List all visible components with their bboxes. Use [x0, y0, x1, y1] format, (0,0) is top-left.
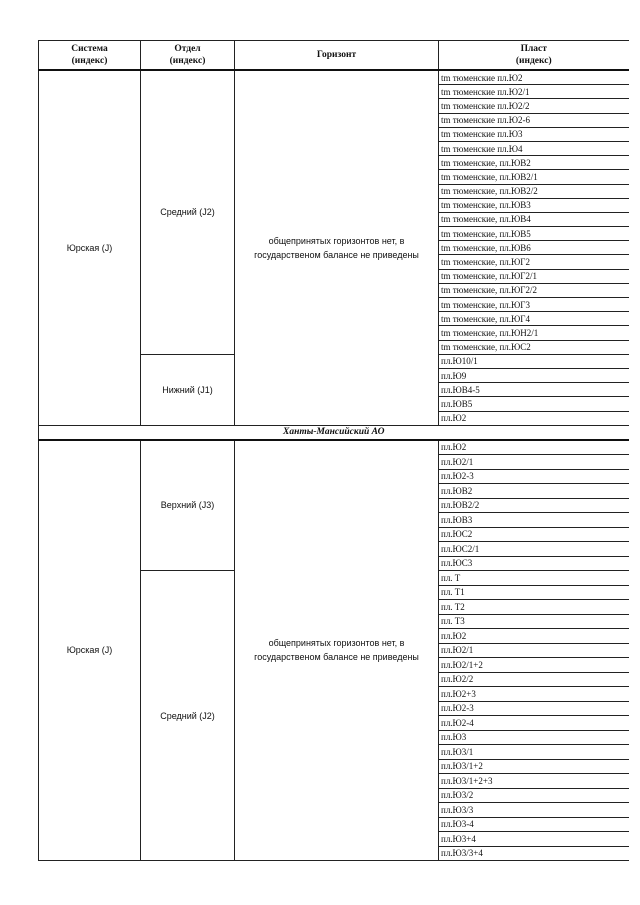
- layer-cell: пл.Ю3/3: [439, 803, 629, 818]
- layer-cell: пл.Ю3/1+2+3: [439, 774, 629, 789]
- layer-cell: пл.Ю3/1+2: [439, 759, 629, 774]
- block-2: [39, 440, 629, 861]
- layer-cell: пл.Ю2: [439, 440, 629, 455]
- layer-cell: tm тюменские, пл.ЮВ2/1: [439, 170, 629, 184]
- layer-cell: пл.Ю9: [439, 368, 629, 382]
- layer-cell: tm тюменские, пл.ЮГ2/2: [439, 283, 629, 297]
- layer-cell: tm тюменские, пл.ЮВ2: [439, 156, 629, 170]
- layer-cell: tm тюменские, пл.ЮС2: [439, 340, 629, 354]
- layer-cell: пл.ЮВ4-5: [439, 383, 629, 397]
- layer-cell: пл.ЮВ3: [439, 513, 629, 528]
- block-1: [39, 70, 629, 425]
- layer-cell: пл. Т: [439, 571, 629, 586]
- layer-cell: пл.Ю2/1: [439, 455, 629, 470]
- horizon-cell: общепринятых горизонтов нет, в государственом балансе не приведены: [235, 440, 439, 861]
- department-cell: Средний (J2): [141, 70, 235, 354]
- layer-cell: пл.ЮВ5: [439, 397, 629, 411]
- system-cell: Юрская (J): [39, 440, 141, 861]
- layer-cell: пл.Ю3: [439, 730, 629, 745]
- layer-cell: tm тюменские, пл.ЮГ2: [439, 255, 629, 269]
- layer-cell: tm тюменские пл.Ю2/1: [439, 85, 629, 99]
- layer-cell: tm тюменские, пл.ЮГ2/1: [439, 269, 629, 283]
- layer-cell: пл.Ю2/1+2: [439, 658, 629, 673]
- table-header-row: [39, 41, 629, 71]
- layer-cell: пл.Ю3+4: [439, 832, 629, 847]
- layer-cell: пл.Ю2: [439, 411, 629, 425]
- layer-cell: пл. Т2: [439, 600, 629, 615]
- layer-cell: пл.Ю3/1: [439, 745, 629, 760]
- department-cell: Нижний (J1): [141, 354, 235, 425]
- layer-cell: пл.Ю2-3: [439, 701, 629, 716]
- region-label: Ханты-Мансийский АО: [39, 425, 629, 440]
- layer-cell: пл.ЮС3: [439, 556, 629, 571]
- header-layer: Пласт (индекс): [439, 41, 629, 71]
- layer-cell: пл.Ю2-4: [439, 716, 629, 731]
- layer-cell: tm тюменские пл.Ю3: [439, 127, 629, 141]
- layer-cell: tm тюменские пл.Ю2-6: [439, 113, 629, 127]
- layer-cell: пл.Ю3/3+4: [439, 846, 629, 861]
- layer-cell: tm тюменские, пл.ЮН2/1: [439, 326, 629, 340]
- layer-cell: tm тюменские, пл.ЮВ6: [439, 241, 629, 255]
- layer-cell: tm тюменские, пл.ЮВ2/2: [439, 184, 629, 198]
- layer-cell: пл.ЮС2/1: [439, 542, 629, 557]
- layer-cell: пл.ЮС2: [439, 527, 629, 542]
- layer-cell: пл. Т1: [439, 585, 629, 600]
- layer-cell: пл.Ю2-3: [439, 469, 629, 484]
- header-system: Система (индекс): [39, 41, 141, 71]
- header-department: Отдел (индекс): [141, 41, 235, 71]
- layer-cell: пл.Ю10/1: [439, 354, 629, 368]
- layer-cell: tm тюменские пл.Ю2: [439, 70, 629, 85]
- layer-cell: пл.Ю2: [439, 629, 629, 644]
- layer-cell: пл.ЮВ2/2: [439, 498, 629, 513]
- layer-cell: пл.Ю2/2: [439, 672, 629, 687]
- layer-cell: пл.Ю3-4: [439, 817, 629, 832]
- layer-cell: tm тюменские, пл.ЮВ5: [439, 227, 629, 241]
- layer-cell: tm тюменские, пл.ЮГ3: [439, 298, 629, 312]
- horizon-cell: общепринятых горизонтов нет, в государственом балансе не приведены: [235, 70, 439, 425]
- department-cell: Средний (J2): [141, 571, 235, 861]
- layer-cell: tm тюменские, пл.ЮВ4: [439, 212, 629, 226]
- stratigraphy-table: [38, 40, 629, 861]
- layer-cell: tm тюменские пл.Ю4: [439, 141, 629, 155]
- layer-cell: tm тюменские пл.Ю2/2: [439, 99, 629, 113]
- layer-cell: пл.ЮВ2: [439, 484, 629, 499]
- department-cell: Верхний (J3): [141, 440, 235, 571]
- table-row: [39, 440, 629, 455]
- layer-cell: пл. Т3: [439, 614, 629, 629]
- table-row: [39, 70, 629, 85]
- document-page: [38, 40, 628, 861]
- layer-cell: tm тюменские, пл.ЮГ4: [439, 312, 629, 326]
- layer-cell: пл.Ю3/2: [439, 788, 629, 803]
- layer-cell: пл.Ю2+3: [439, 687, 629, 702]
- layer-cell: tm тюменские, пл.ЮВ3: [439, 198, 629, 212]
- header-horizon: Горизонт: [235, 41, 439, 71]
- layer-cell: пл.Ю2/1: [439, 643, 629, 658]
- region-row: [39, 425, 629, 440]
- system-cell: Юрская (J): [39, 70, 141, 425]
